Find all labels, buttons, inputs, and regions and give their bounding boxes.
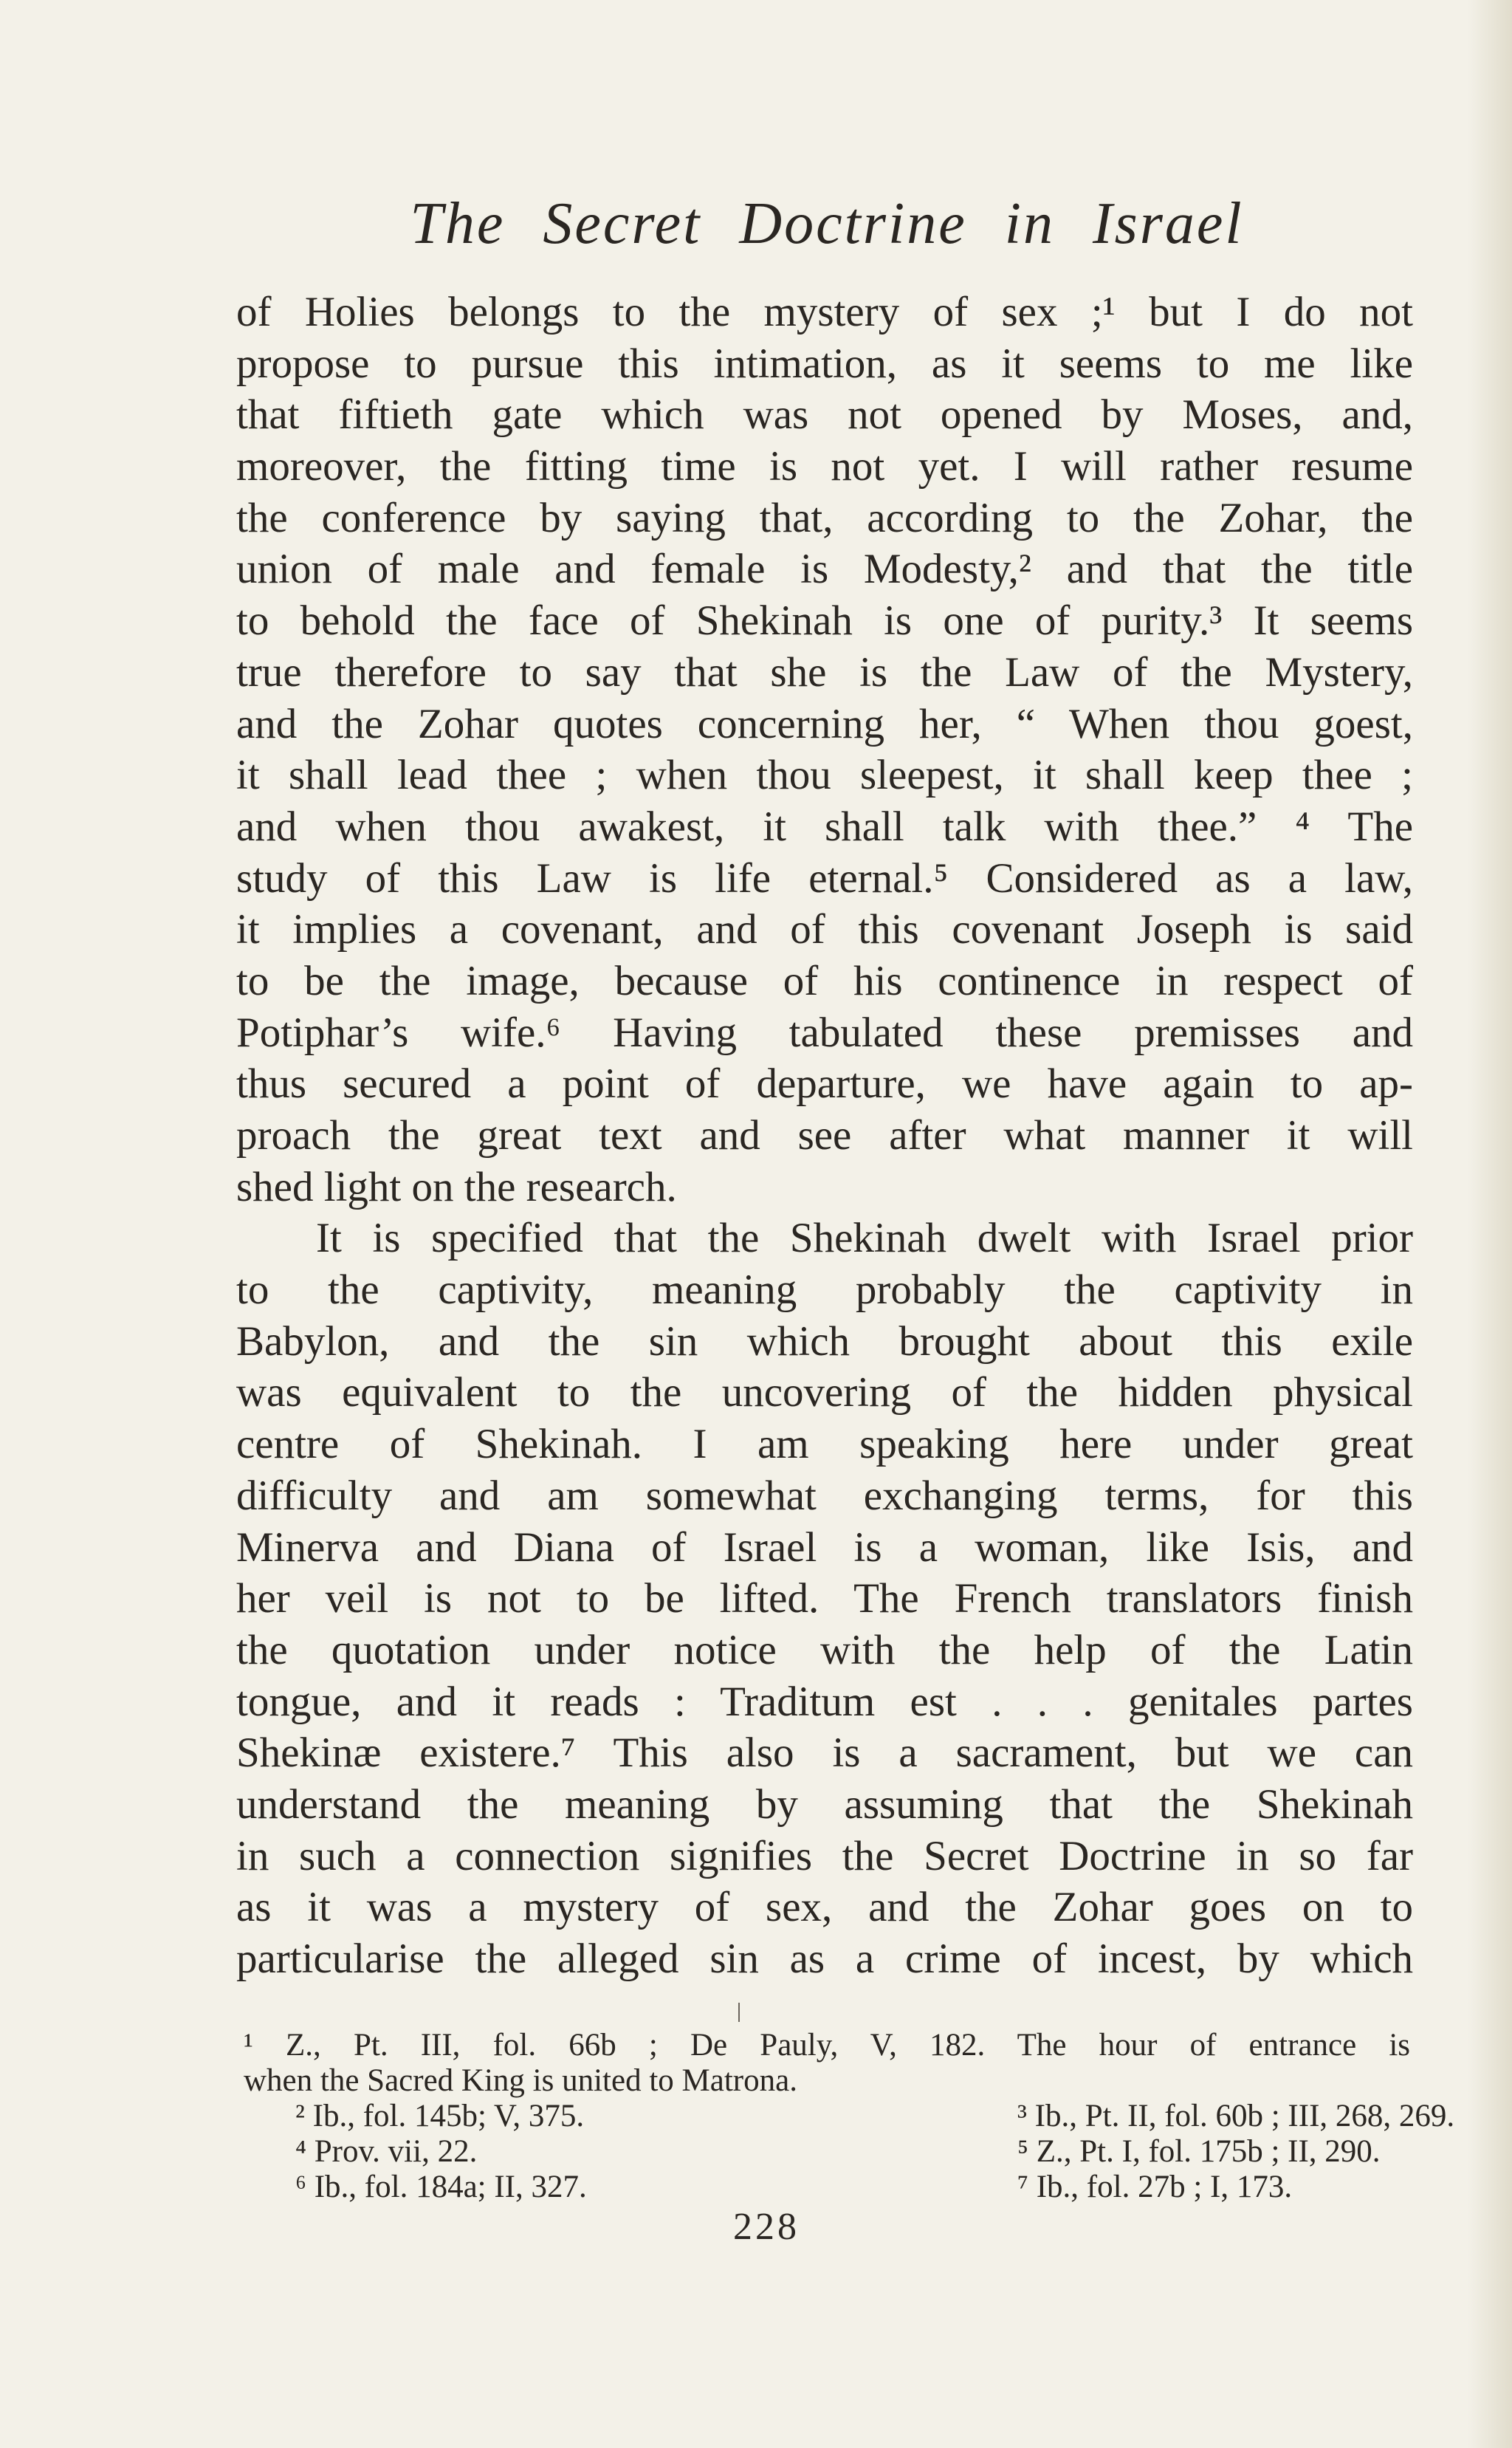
text-line: the conference by saying that, according to the Zohar, the	[236, 494, 1413, 541]
footnote-4: ⁴ Prov. vii, 22.	[295, 2134, 478, 2169]
text-line: particularise the alleged sin as a crime of incest, by which	[236, 1936, 1413, 1982]
footnote-row	[244, 2134, 1410, 2170]
text-line: true therefore to say that she is the Law of the Mystery,	[236, 648, 1413, 696]
text-line: and the Zohar quotes concerning her, “ When thou goest,	[236, 700, 1413, 747]
text-line-latin: tongue, and it reads : Traditum est . . . genitales partes	[236, 1678, 1413, 1725]
paragraph-first-line: It is specified that the Shekinah dwelt with Israel prior	[316, 1215, 1413, 1262]
footnote-1: ¹ Z., Pt. III, fol. 66b ; De Pauly, V, 182. The hour of entrance is	[244, 2028, 1410, 2063]
text-line: to be the image, because of his continence in respect of	[236, 957, 1413, 1004]
footnote-rule	[738, 2003, 740, 2022]
text-line: understand the meaning by assuming that the Shekinah	[236, 1780, 1413, 1828]
text-line: difficulty and am somewhat exchanging terms, for this	[236, 1472, 1413, 1519]
text-line: proach the great text and see after what manner it will	[236, 1112, 1413, 1159]
text-line-latin: Shekinæ existere.⁷ This also is a sacrament, but we can	[236, 1729, 1413, 1777]
footnote-3: ³ Ib., Pt. II, fol. 60b ; III, 268, 269.	[1017, 2099, 1455, 2133]
footnote-row	[244, 2170, 1410, 2205]
text-line: union of male and female is Modesty,² and that the title	[236, 546, 1413, 593]
text-line: study of this Law is life eternal.⁵ Considered as a law,	[236, 854, 1413, 902]
text-line: as it was a mystery of sex, and the Zohar goes on to	[236, 1884, 1413, 1931]
footnote-7: ⁷ Ib., fol. 27b ; I, 173.	[1017, 2170, 1293, 2204]
footnote-6: ⁶ Ib., fol. 184a; II, 327.	[295, 2170, 587, 2204]
text-line: to behold the face of Shekinah is one of purity.³ It seems	[236, 597, 1413, 645]
text-line: it implies a covenant, and of this covenant Joseph is said	[236, 906, 1413, 953]
text-line: thus secured a point of departure, we have again to ap-	[236, 1060, 1413, 1108]
footnote-row	[244, 2099, 1455, 2134]
text-line: propose to pursue this intimation, as it seems to me like	[236, 340, 1413, 387]
paragraph-last-line: shed light on the research.	[236, 1163, 677, 1210]
footnote-2: ² Ib., fol. 145b; V, 375.	[295, 2099, 585, 2133]
footnotes	[244, 2028, 1455, 2205]
text-line: to the captivity, meaning probably the captivity in	[236, 1266, 1413, 1314]
text-line: Minerva and Diana of Israel is a woman, like Isis, and	[236, 1523, 1413, 1571]
page-edge-shadow	[1468, 0, 1512, 2448]
text-line: the quotation under notice with the help of the Latin	[236, 1626, 1413, 1673]
footnote-1-continued: when the Sacred King is united to Matrona.	[244, 2063, 797, 2098]
text-line: moreover, the fitting time is not yet. I will rather resume	[236, 443, 1413, 490]
running-head: The Secret Doctrine in Israel	[410, 191, 1244, 256]
footnote-5: ⁵ Z., Pt. I, fol. 175b ; II, 290.	[1017, 2134, 1381, 2169]
page-number: 228	[733, 2206, 800, 2248]
text-line: Babylon, and the sin which brought about this exile	[236, 1317, 1413, 1365]
body-text	[236, 287, 1413, 1985]
text-line: her veil is not to be lifted. The French translators finish	[236, 1575, 1413, 1622]
text-line: of Holies belongs to the mystery of sex ;¹ but I do not	[236, 289, 1413, 335]
text-line: centre of Shekinah. I am speaking here under great	[236, 1421, 1413, 1468]
text-line: and when thou awakest, it shall talk with thee.” ⁴ The	[236, 803, 1413, 850]
text-line: in such a connection signifies the Secret Doctrine in so far	[236, 1832, 1413, 1879]
text-line: that fiftieth gate which was not opened by Moses, and,	[236, 391, 1413, 439]
text-line: Potiphar’s wife.⁶ Having tabulated these premisses and	[236, 1009, 1413, 1056]
text-line: was equivalent to the uncovering of the hidden physical	[236, 1369, 1413, 1416]
text-line: it shall lead thee ; when thou sleepest, it shall keep thee ;	[236, 752, 1413, 799]
